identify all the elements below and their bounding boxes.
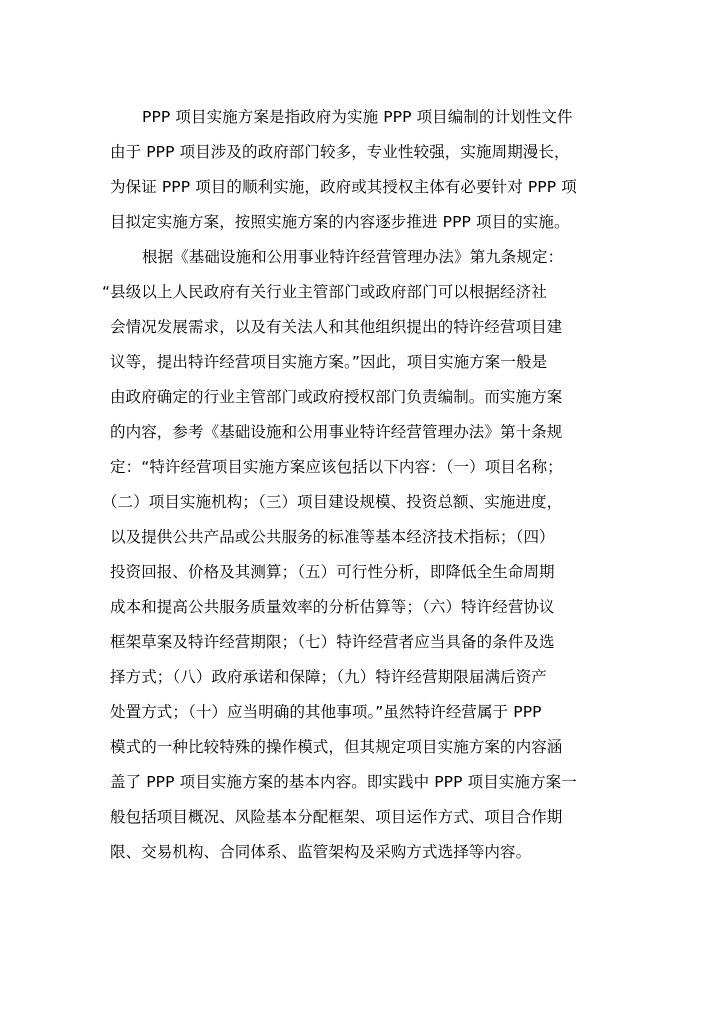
paragraph-1-line-1: PPP 项目实施方案是指政府为实施 PPP 项目编制的计划性文件 [142,108,573,126]
paragraph-1-line-4: 目拟定实施方案，按照实施方案的内容逐步推进 PPP 项目的实施。 [110,213,570,231]
paragraph-2-line-7: 定：“特许经营项目实施方案应该包括以下内容：（一）项目名称； [110,458,563,476]
paragraph-2-line-8: （二）项目实施机构；（三）项目建设规模、投资总额、实施进度， [102,493,563,511]
body-text [102,100,630,870]
paragraph-2-line-18: 限、交易机构、合同体系、监管架构及采购方式选择等内容。 [110,843,532,861]
paragraph-2-line-3: 会情况发展需求，以及有关法人和其他组织提出的特许经营项目建 [110,318,563,336]
paragraph-2-line-12: 框架草案及特许经营期限；（七）特许经营者应当具备的条件及选 [110,633,555,651]
paragraph-2-line-15: 模式的一种比较特殊的操作模式，但其规定项目实施方案的内容涵 [110,738,563,756]
paragraph-2-line-17: 般包括项目概况、风险基本分配框架、项目运作方式、项目合作期 [110,808,563,826]
paragraph-2-line-5: 由政府确定的行业主管部门或政府授权部门负责编制。而实施方案 [110,388,563,406]
paragraph-2-line-11: 成本和提高公共服务质量效率的分析估算等；（六）特许经营协议 [110,598,555,616]
paragraph-1-line-3: 为保证 PPP 项目的顺利实施，政府或其授权主体有必要针对 PPP 项 [110,178,577,196]
paragraph-2-line-1: 根据《基础设施和公用事业特许经营管理办法》第九条规定： [142,248,564,266]
paragraph-2-line-13: 择方式；（八）政府承诺和保障；（九）特许经营期限届满后资产 [110,668,547,686]
paragraph-2-line-9: 以及提供公共产品或公共服务的标准等基本经济技术指标；（四） [110,528,555,546]
paragraph-2-line-14: 处置方式；（十）应当明确的其他事项。”虽然特许经营属于 PPP [110,703,542,721]
paragraph-2-line-4: 议等，提出特许经营项目实施方案。”因此，项目实施方案一般是 [110,353,548,371]
paragraph-1-line-2: 由于 PPP 项目涉及的政府部门较多，专业性较强，实施周期漫长， [110,143,570,161]
paragraph-2-line-10: 投资回报、价格及其测算；（五）可行性分析，即降低全生命周期 [110,563,555,581]
paragraph-2-line-6: 的内容，参考《基础设施和公用事业特许经营管理办法》第十条规 [110,423,563,441]
paragraph-2-line-16: 盖了 PPP 项目实施方案的基本内容。即实践中 PPP 项目实施方案一 [110,773,577,791]
paragraph-2-line-2: “县级以上人民政府有关行业主管部门或政府部门可以根据经济社 [102,283,547,301]
